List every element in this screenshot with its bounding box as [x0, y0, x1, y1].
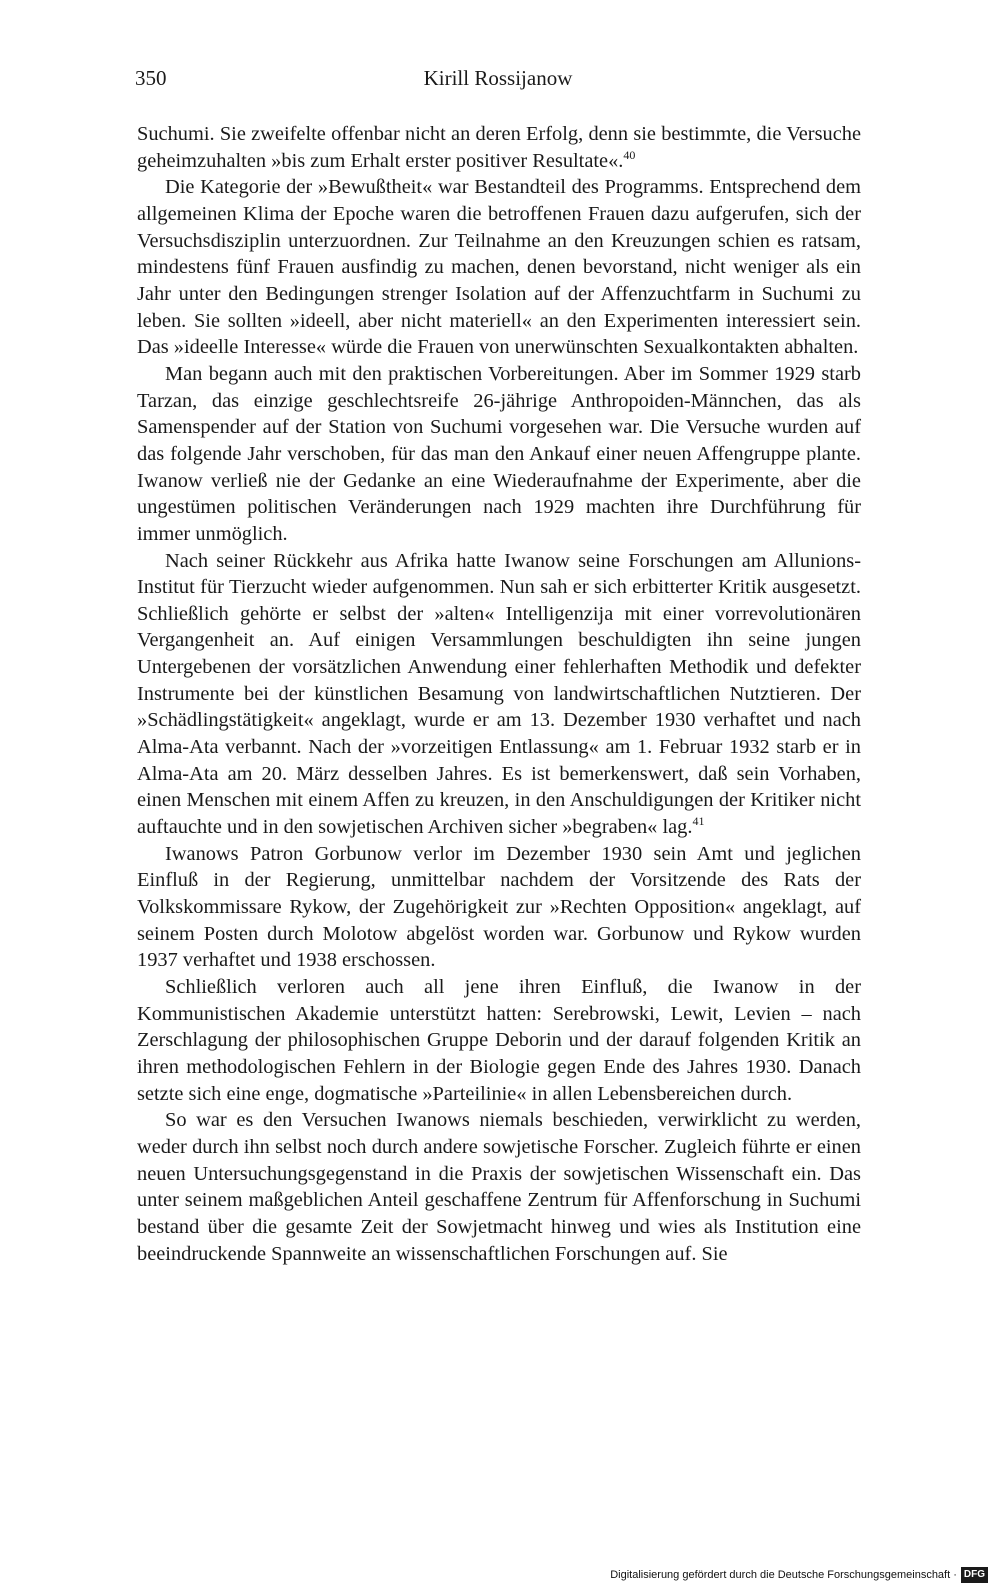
paragraph: Suchumi. Sie zweifelte offenbar nicht an deren Erfolg, denn sie bestimmte, die Versuche geheimzuhalten »bis zum Erhalt erster positiver Resultate«.$^{40}$ — [137, 123, 861, 172]
digitization-footer — [610, 1564, 988, 1586]
footnote-ref[interactable]: 41 — [692, 814, 705, 829]
paragraph: Schließlich verloren auch all jene ihren Einfluß, die Iwanow in der Kommunistischen Akademie unterstützt hatten: Serebrowski, Lewit, Levien – nach Zerschlagung der philosophischen Gruppe Deborin und der darauf folgenden Kritik an ihren methodologischen Fehlern in der Biologie gegen Ende des Jahres 1930. Danach setzte sich eine enge, dogmatische »Parteilinie« in allen Lebensbereichen durch. — [137, 976, 861, 1105]
dfg-logo-icon: DFG — [961, 1567, 988, 1583]
page-header — [135, 66, 861, 96]
footer-text: Digitalisierung gefördert durch die Deutsche Forschungsgemeinschaft · — [610, 1569, 957, 1581]
paragraph: Iwanows Patron Gorbunow verlor im Dezember 1930 sein Amt und jeglichen Einfluß in der Regierung, unmittelbar nachdem der Vorsitzende des Rats der Volkskommissare Rykow, der Zugehörigkeit zur »Rechten Opposition« angeklagt, auf seinem Posten durch Molotow abgelöst worden war. Gorbunow und Rykow wurden 1937 verhaftet und 1938 erschossen. — [137, 842, 861, 972]
running-head: Kirill Rossijanow — [423, 66, 573, 90]
footnote-ref[interactable]: 40 — [623, 147, 636, 162]
paragraph: Nach seiner Rückkehr aus Afrika hatte Iwanow seine Forschungen am Allunions-Institut für Tierzucht wieder aufgenommen. Nun sah er sich erbitterter Kritik ausgesetzt. Schließlich gehörte er selbst der »alten« Intelligenzija mit einer vorrevolutionären Vergangenheit an. Auf einigen Versammlungen beschuldigten ihn seine jungen Untergebenen der vorsätzlichen Anwendung einer fehlerhaften Methodik und defekter Instrumente bei der künstlichen Besamung von landwirtschaftlichen Nutztieren. Der »Schädlingstätigkeit« angeklagt, wurde er am 13. Dezember 1930 verhaftet und nach Alma-Ata verbannt. Nach der »vorzeitigen Entlassung« am 1. Februar 1932 starb er in Alma-Ata am 20. März desselben Jahres. Es ist bemerkenswert, daß sein Vorhaben, einen Menschen mit einem Affen zu kreuzen, in den Anschuldigungen der Kritiker nicht auftauchte und in den sowjetischen Archiven sicher »begraben« lag.$^{41}$ — [137, 549, 861, 839]
paragraph: So war es den Versuchen Iwanows niemals beschieden, verwirklicht zu werden, weder durch ihn selbst noch durch andere sowjetische Forscher. Zugleich führte er einen neuen Untersuchungsgegenstand in die Praxis der sowjetischen Wissenschaft ein. Das unter seinem maßgeblichen Anteil geschaffene Zentrum für Affenforschung in Suchumi bestand über die gesamte Zeit der Sowjetmacht hinweg und wies als Institution eine beeindruckende Spannweite an wissenschaftlichen Forschungen auf. Sie — [137, 1109, 861, 1265]
paragraph: Die Kategorie der »Bewußtheit« war Bestandteil des Programms. Entsprechend dem allgemeinen Klima der Epoche waren die betroffenen Frauen dazu aufgerufen, sich der Versuchsdisziplin unterzuordnen. Zur Teilnahme an den Kreuzungen schien es ratsam, mindestens fünf Frauen ausfindig zu machen, denen bevorstand, nicht weniger als ein Jahr unter den Bedingungen strenger Isolation auf der Affenzuchtfarm in Suchumi zu leben. Sie sollten »ideell, aber nicht materiell« an den Experimenten interessiert sein. Das »ideelle Interesse« würde die Frauen von unerwünschten Sexualkontakten abhalten. — [137, 176, 861, 359]
paragraph: Man begann auch mit den praktischen Vorbereitungen. Aber im Sommer 1929 starb Tarzan, das einzige geschlechtsreife 26-jährige Anthropoiden-Männchen, das als Samenspender auf der Station von Suchumi vorgesehen war. Die Versuche wurden auf das folgende Jahr verschoben, für das man den Ankauf einer neuen Affengruppe plante. Iwanow verließ nie der Gedanke an eine Wiederaufnahme der Experimente, aber die ungestümen politischen Veränderungen nach 1929 machten ihre Durchführung für immer unmöglich. — [137, 362, 861, 545]
body-text — [137, 121, 861, 1267]
page-number: 350 — [135, 66, 167, 90]
